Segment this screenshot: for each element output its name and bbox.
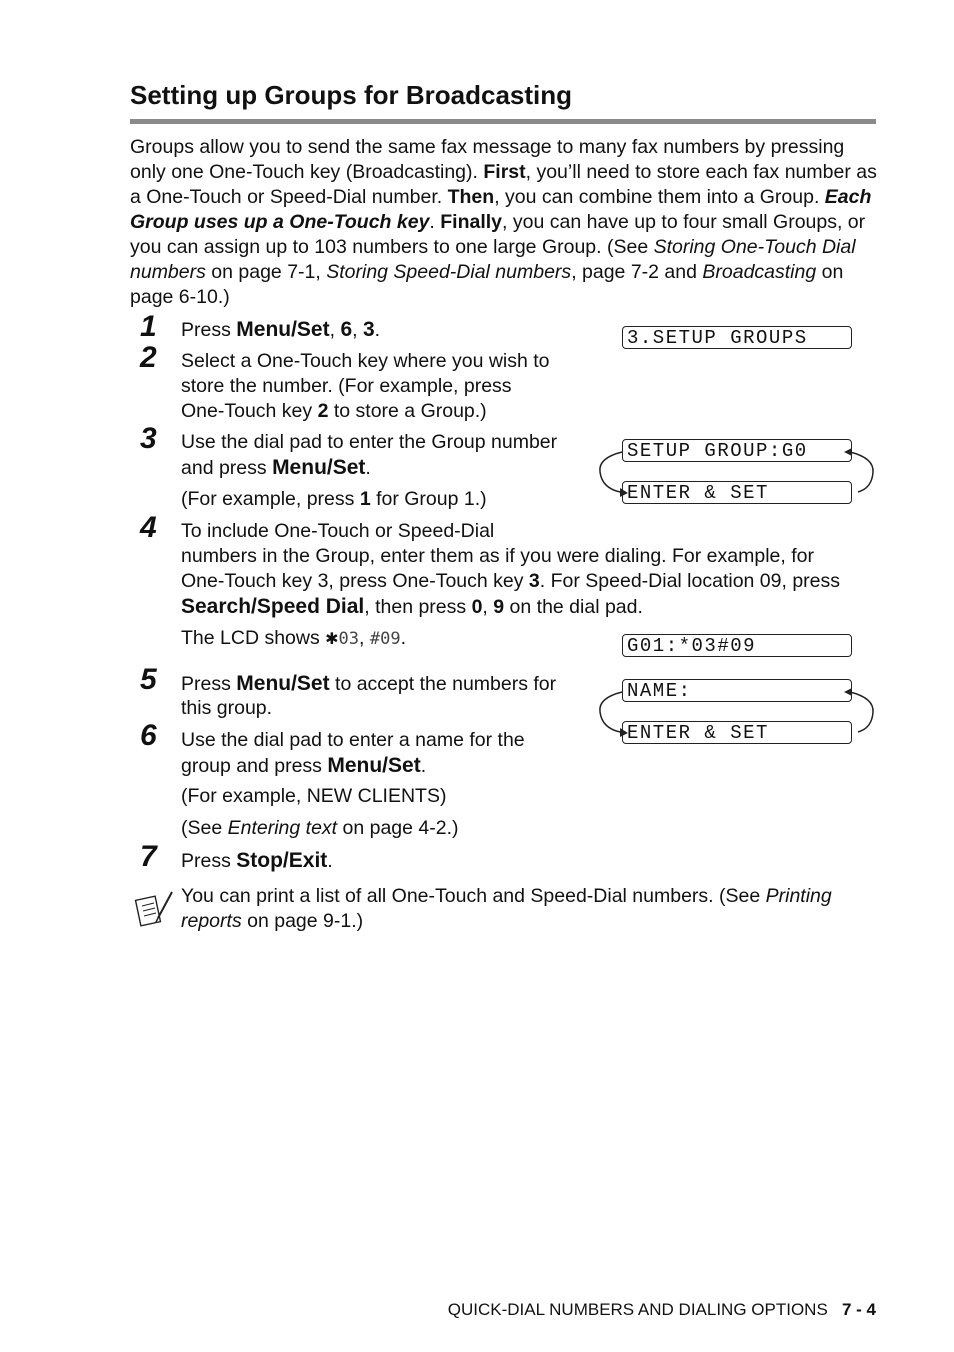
lcd-display-enter-set: ENTER & SET: [622, 481, 852, 504]
step-1-text: Press Menu/Set, 6, 3.: [181, 318, 381, 341]
step-6-example: (For example, NEW CLIENTS): [181, 785, 447, 807]
step-number: 1: [140, 310, 157, 343]
step-number: 5: [140, 663, 157, 696]
step-4-line: To include One-Touch or Speed-Dial: [181, 520, 495, 542]
step-number: 2: [140, 341, 157, 374]
lcd-display-name: NAME:: [622, 679, 852, 702]
title-rule: [130, 119, 876, 124]
step-6-line: Use the dial pad to enter a name for the: [181, 729, 525, 751]
star-icon: ✱: [325, 631, 339, 648]
step-4-line: numbers in the Group, enter them as if you were dialing. For example, for: [181, 545, 814, 567]
note-pencil-icon: [134, 888, 176, 930]
step-2-line: store the number. (For example, press: [181, 375, 512, 397]
step-6-line: group and press Menu/Set.: [181, 754, 427, 777]
step-number: 7: [140, 840, 157, 873]
step-4-line: Search/Speed Dial, then press 0, 9 on the dial pad.: [181, 595, 643, 618]
step-number: 4: [140, 511, 157, 544]
lcd-display-setup-group: SETUP GROUP:G0: [622, 439, 852, 462]
step-5-line: this group.: [181, 697, 273, 719]
step-2-line: Select a One-Touch key where you wish to: [181, 350, 550, 372]
note-line: You can print a list of all One-Touch and Speed-Dial numbers. (See Printing: [181, 885, 832, 907]
step-3-example: (For example, press 1 for Group 1.): [181, 488, 487, 510]
lcd-display-setup-groups: 3.SETUP GROUPS: [622, 326, 852, 349]
lcd-display-group-members: G01:*03#09: [622, 634, 852, 657]
step-3-line: Use the dial pad to enter the Group number: [181, 431, 558, 453]
step-number: 6: [140, 719, 157, 752]
step-2-line: One-Touch key 2 to store a Group.): [181, 400, 487, 422]
intro-paragraph: Groups allow you to send the same fax message to many fax numbers by pressing only one One-Touch key (Broadcasting). First, you’ll need to store each fax number as a One-Touch or Speed-Dial number. Then, you can combine them into a Group. Each Group uses up a One-Touch key. Finally, you can have up to four small Groups, or you can assign up to 103 numbers to one large Group. (See Storing One-Touch Dial numbers on page 7-1, Storing Speed-Dial numbers, page 7-2 and Broadcasting on page 6-10.): [130, 136, 877, 308]
step-7-text: Press Stop/Exit.: [181, 849, 333, 872]
step-5-line: Press Menu/Set to accept the numbers for: [181, 672, 557, 695]
page-number: 7 - 4: [841, 1300, 876, 1319]
step-6-reference: (See Entering text on page 4-2.): [181, 817, 459, 839]
step-3-line: and press Menu/Set.: [181, 456, 371, 479]
step-4-lcd-shows: The LCD shows ✱03, #09.: [181, 627, 407, 649]
lcd-display-enter-set: ENTER & SET: [622, 721, 852, 744]
step-number: 3: [140, 422, 157, 455]
note-line: reports on page 9-1.): [181, 910, 364, 932]
page-footer: [448, 1300, 876, 1320]
step-4-line: One-Touch key 3, press One-Touch key 3. For Speed-Dial location 09, press: [181, 570, 841, 592]
footer-section: QUICK-DIAL NUMBERS AND DIALING OPTIONS: [447, 1300, 828, 1319]
page-title: Setting up Groups for Broadcasting: [130, 80, 573, 110]
